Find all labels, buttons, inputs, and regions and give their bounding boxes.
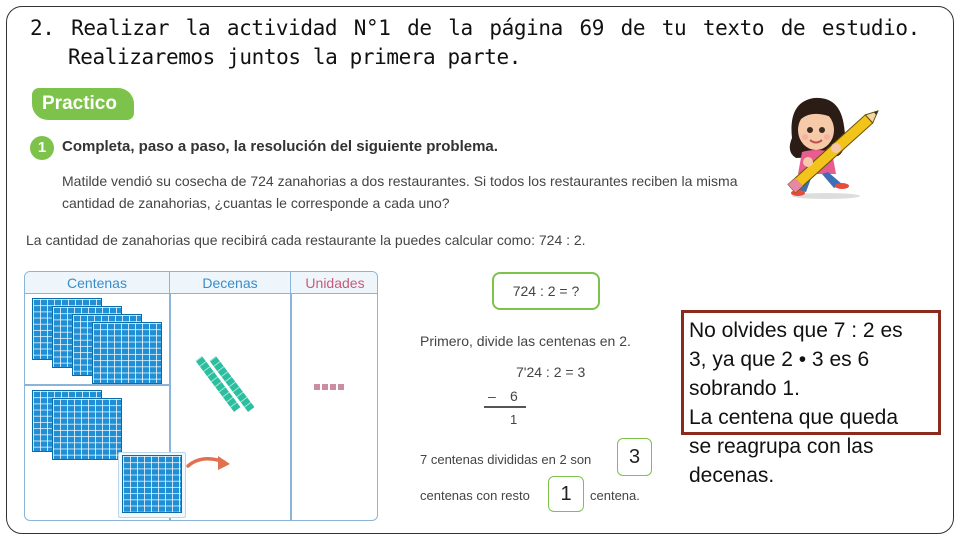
subtraction-bar xyxy=(484,406,526,408)
column-divider xyxy=(290,294,292,521)
remainder-value: 1 xyxy=(510,412,518,427)
unit-cube xyxy=(338,384,344,390)
remainder-line-prefix: centenas con resto xyxy=(420,488,530,503)
problem-title: Completa, paso a paso, la resolución del siguiente problema. xyxy=(62,138,498,155)
remainder-line-suffix: centena. xyxy=(590,488,640,503)
answer-box-quotient: 3 xyxy=(617,438,652,476)
calculation-line: La cantidad de zanahorias que recibirá cada restaurante la puedes calcular como: 724 : 2. xyxy=(26,232,586,248)
subtrahend: 6 xyxy=(510,388,518,404)
minus-sign: – xyxy=(488,388,496,404)
unit-cube xyxy=(330,384,336,390)
hundred-block-regrouped xyxy=(122,455,182,513)
row-divider xyxy=(25,384,169,386)
girl-with-pencil-icon xyxy=(766,92,896,202)
problem-text: Matilde vendió su cosecha de 724 zanahorias a dos restaurantes. Si todos los restaurantes reciben la misma cantidad de zanahorias, ¿cuantas le corresponde a cada uno? xyxy=(62,173,738,211)
result-line: 7 centenas divididas en 2 son xyxy=(420,452,592,467)
hundred-block xyxy=(52,398,122,460)
instruction-line-1: 2. Realizar la actividad N°1 de la página 69 de tu texto de estudio. xyxy=(30,16,920,40)
hundred-block xyxy=(92,322,162,384)
unit-cube xyxy=(322,384,328,390)
header-centenas: Centenas xyxy=(25,272,169,294)
unit-cube xyxy=(314,384,320,390)
header-decenas: Decenas xyxy=(169,272,290,294)
note-text: No olvides que 7 : 2 es 3, ya que 2 • 3 es 6 sobrando 1. La centena que queda se reagrupa con las decenas. xyxy=(689,319,903,487)
problem-number: 1 xyxy=(30,136,54,160)
practico-badge: Practico xyxy=(32,88,134,120)
division-line: 7'24 : 2 = 3 xyxy=(516,364,586,380)
expression-box: 724 : 2 = ? xyxy=(492,272,600,310)
instruction-text xyxy=(30,14,920,72)
regroup-arrow-icon xyxy=(184,452,240,478)
instruction-line-2: Realizaremos juntos la primera parte. xyxy=(68,45,521,69)
step-text: Primero, divide las centenas en 2. xyxy=(420,333,631,349)
header-unidades: Unidades xyxy=(290,272,378,294)
answer-box-remainder: 1 xyxy=(548,476,584,512)
